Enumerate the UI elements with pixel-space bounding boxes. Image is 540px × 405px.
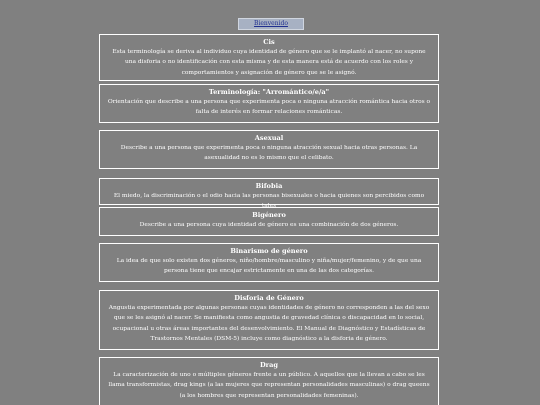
entry-term: Drag: [259, 361, 279, 369]
entry-term: Disforia de Género: [234, 294, 304, 302]
entry-box: [99, 130, 439, 169]
entry-box: [99, 84, 439, 123]
entry-definition: Esta terminología se deriva al individuo cuya identidad de género que se le implantó al nacer, no supone una disforia o no identificación con esta misma y de esta manera está de acuerdo con los roles y comportamientos y asignación de género que se le asignó.: [112, 49, 426, 76]
entry-definition: La caracterización de uno o múltiples géneros frente a un público. A aquellos que la llevan a cabo se les llama transformistas, drag kings (a las mujeres que representan personalidades masculinas) o drag queens (a los hombres que representan personalidades femeninas).: [108, 372, 430, 399]
entry-term: Terminología: "Arromántico/e/a": [208, 88, 330, 96]
entry-box: [99, 357, 439, 405]
entry-box: [99, 243, 439, 282]
entry-box: [99, 207, 439, 236]
entry-box: [99, 178, 439, 210]
entry-term: Cis: [263, 38, 275, 46]
entry-definition: El miedo, la discriminación o el odio hacia las personas bisexuales o hacia quienes son percibidos como tales: [113, 193, 425, 210]
entry-term: Asexual: [254, 134, 284, 142]
entry-box: [99, 290, 439, 350]
entry-term: Bifobia: [255, 182, 283, 190]
entry-definition: Describe a una persona que experimenta poca o ninguna atracción sexual hacia otras personas. La asexualidad no es lo mismo que el celibato.: [120, 145, 418, 162]
entry-definition: Angustia experimentada por algunas personas cuyas identidades de género no corresponden a las del sexo que se les asignó al nacer. Se manifiesta como angustia de gravedad clínica o discapacidad en lo social, ocupacional u otras áreas importantes del desenvolvimiento. El Manual de Diagnóstico y Estadísticas de Trastornos Mentales (DSM-5) incluye como diagnóstico a la disforia de género.: [108, 305, 430, 343]
entry-definition: Orientación que describe a una persona que experimenta poca o ninguna atracción romántica hacia otros o falta de interés en formar relaciones románticas.: [107, 99, 431, 116]
entry-box: [99, 34, 439, 81]
entry-definition: Describe a una persona cuya identidad de género es una combinación de dos géneros.: [139, 222, 399, 228]
entry-definition: La idea de que solo existen dos géneros, niño/hombre/masculino y niña/mujer/femenino, y de que una persona tiene que encajar estrictamente en una de las dos categorías.: [116, 258, 422, 275]
entry-term: Bigénero: [252, 211, 286, 219]
entry-term: Binarismo de género: [230, 247, 308, 255]
welcome-link[interactable]: Bienvenido: [238, 18, 304, 30]
